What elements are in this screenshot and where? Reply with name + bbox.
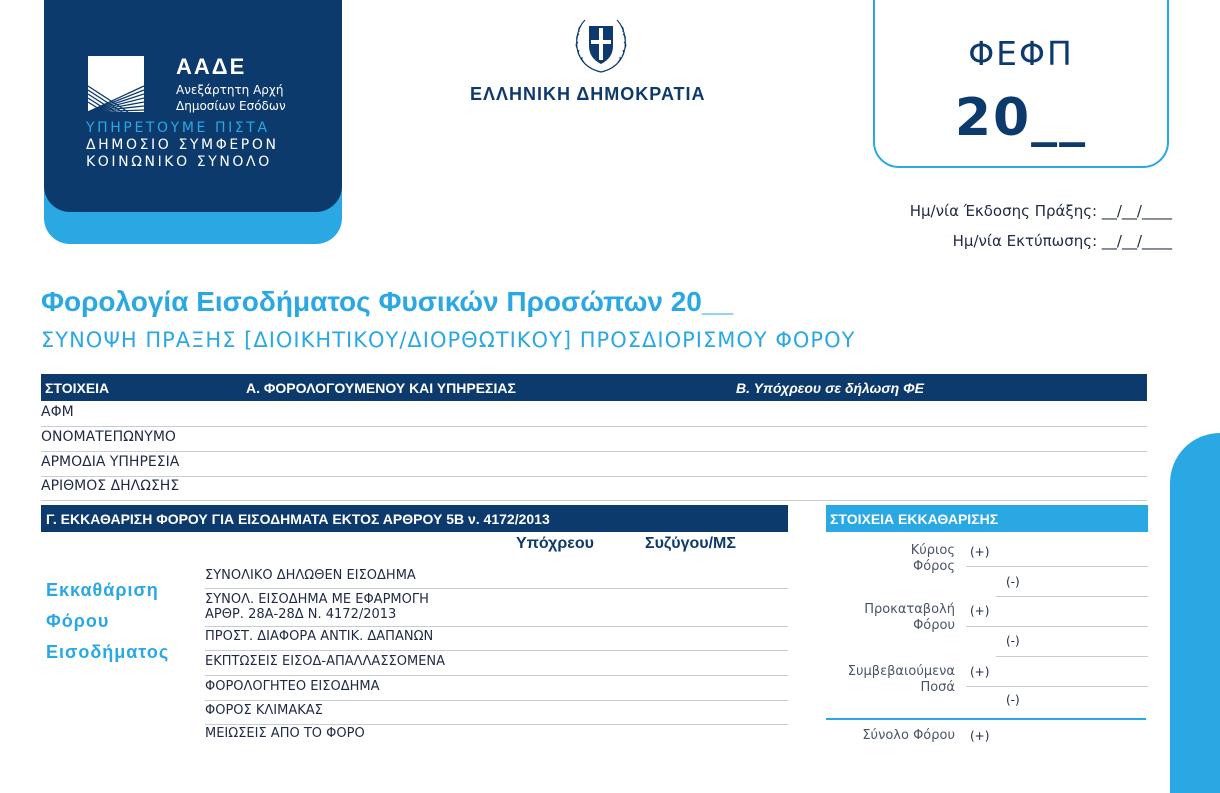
logo-motto: ΚΟΙΝΩΝΙΚΟ ΣΥΝΟΛΟ	[86, 154, 272, 170]
section-c-header	[41, 505, 788, 532]
republic-title: ΕΛΛΗΝΙΚΗ ΔΗΜΟΚΡΑΤΙΑ	[470, 84, 706, 104]
settle-offset-amounts: Συμβεβαιούμενα	[847, 664, 955, 679]
settle-main-tax: Κύριος	[910, 543, 955, 558]
print-date: Ημ/νία Εκτύπωσης: __/__/____	[952, 232, 1172, 250]
page-subtitle: ΣΥΝΟΨΗ ΠΡΑΞΗΣ [ΔΙΟΙΚΗΤΙΚΟΥ/ΔΙΟΡΘΩΤΙΚΟΥ] ΠΡΟΣΔΙΟΡΙΣΜΟΥ ΦΟΡΟΥ	[41, 328, 856, 352]
item-income-art28: ΣΥΝΟΛ. ΕΙΣΟΔΗΜΑ ΜΕ ΕΦΑΡΜΟΓΗ	[205, 592, 429, 607]
divider	[41, 476, 1147, 477]
settle-main-tax: Φόρος	[912, 559, 955, 574]
total-divider	[826, 718, 1146, 720]
settle-prepayment: Προκαταβολή	[864, 602, 955, 617]
divider	[205, 650, 788, 651]
calc-label: Εκκαθάριση	[46, 580, 159, 600]
item-total-declared-income: ΣΥΝΟΛΙΚΟ ΔΗΛΩΘΕΝ ΕΙΣΟΔΗΜΑ	[205, 568, 416, 583]
settle-total-tax: Σύνολο Φόρου	[862, 728, 955, 743]
plus-sign: (+)	[970, 545, 990, 559]
section-b-title: Β. Υπόχρεου σε δήλωση ΦΕ	[736, 380, 924, 396]
row-label-office: ΑΡΜΟΔΙΑ ΥΠΗΡΕΣΙΑ	[41, 454, 180, 470]
item-scale-tax: ΦΟΡΟΣ ΚΛΙΜΑΚΑΣ	[205, 703, 323, 718]
settle-offset-amounts: Ποσά	[920, 680, 955, 695]
settlement-header	[826, 505, 1148, 532]
divider	[996, 596, 1148, 597]
row-label-declaration-number: ΑΡΙΘΜΟΣ ΔΗΛΩΣΗΣ	[41, 478, 180, 494]
section-ab-header	[41, 374, 1147, 401]
page-title: Φορολογία Εισοδήματος Φυσικών Προσώπων 20__	[41, 286, 734, 317]
form-code: ΦΕΦΠ	[968, 34, 1074, 73]
minus-sign: (-)	[1006, 575, 1020, 589]
plus-sign: (+)	[970, 729, 990, 743]
settlement-title: ΣΤΟΙΧΕΙΑ ΕΚΚΑΘΑΡΙΣΗΣ	[830, 511, 999, 527]
divider	[966, 626, 1148, 627]
divider	[205, 675, 788, 676]
logo-motto: ΥΠΗΡΕΤΟΥΜΕ ΠΙΣΤΑ	[86, 120, 270, 136]
form-year: 20__	[954, 88, 1088, 148]
logo-motto: ΔΗΜΟΣΙΟ ΣΥΜΦΕΡΟΝ	[86, 137, 279, 153]
column-obligor: Υπόχρεου	[516, 535, 594, 552]
divider	[205, 700, 788, 701]
logo-name: ΑΑΔΕ	[176, 54, 247, 79]
item-deductions: ΕΚΠΤΩΣΕΙΣ ΕΙΣΟΔ-ΑΠΑΛΛΑΣΣΟΜΕΝΑ	[205, 654, 446, 669]
minus-sign: (-)	[1006, 634, 1020, 648]
divider	[966, 686, 1148, 687]
divider	[205, 626, 788, 627]
greek-emblem-icon	[569, 12, 633, 76]
decorative-arc	[1170, 433, 1220, 793]
section-a-title: Α. ΦΟΡΟΛΟΓΟΥΜΕΝΟΥ ΚΑΙ ΥΠΗΡΕΣΙΑΣ	[246, 380, 516, 396]
plus-sign: (+)	[970, 604, 990, 618]
section-ab-col-details: ΣΤΟΙΧΕΙΑ	[45, 380, 110, 396]
calc-label: Φόρου	[46, 611, 110, 631]
logo-subtitle: Ανεξάρτητη Αρχή	[176, 83, 284, 97]
divider	[996, 656, 1148, 657]
logo-subtitle: Δημοσίων Εσόδων	[176, 99, 286, 113]
aade-logo-mark	[88, 56, 144, 112]
divider	[966, 566, 1148, 567]
settle-prepayment: Φόρου	[913, 618, 955, 633]
item-expense-difference: ΠΡΟΣΤ. ΔΙΑΦΟΡΑ ΑΝΤΙΚ. ΔΑΠΑΝΩΝ	[205, 629, 434, 644]
row-label-name: ΟΝΟΜΑΤΕΠΩΝΥΜΟ	[41, 429, 176, 445]
divider	[205, 724, 788, 725]
calc-label: Εισοδήματος	[46, 642, 170, 662]
plus-sign: (+)	[970, 665, 990, 679]
item-taxable-income: ΦΟΡΟΛΟΓΗΤΕΟ ΕΙΣΟΔΗΜΑ	[205, 679, 380, 694]
issue-date: Ημ/νία Έκδοσης Πράξης: __/__/____	[909, 202, 1172, 220]
divider	[205, 588, 788, 589]
row-label-afm: ΑΦΜ	[41, 404, 74, 420]
column-spouse: Συζύγου/ΜΣ	[645, 535, 736, 552]
divider	[41, 451, 1147, 452]
item-income-art28-line2: ΑΡΘΡ. 28Α-28Δ Ν. 4172/2013	[205, 607, 397, 622]
divider	[41, 500, 1147, 501]
section-c-title: Γ. ΕΚΚΑΘΑΡΙΣΗ ΦΟΡΟΥ ΓΙΑ ΕΙΣΟΔΗΜΑΤΑ ΕΚΤΟΣ ΑΡΘΡΟΥ 5Β ν. 4172/2013	[46, 511, 550, 527]
minus-sign: (-)	[1006, 693, 1020, 707]
item-tax-reductions: ΜΕΙΩΣΕΙΣ ΑΠΟ ΤΟ ΦΟΡΟ	[205, 726, 365, 741]
divider	[41, 426, 1147, 427]
